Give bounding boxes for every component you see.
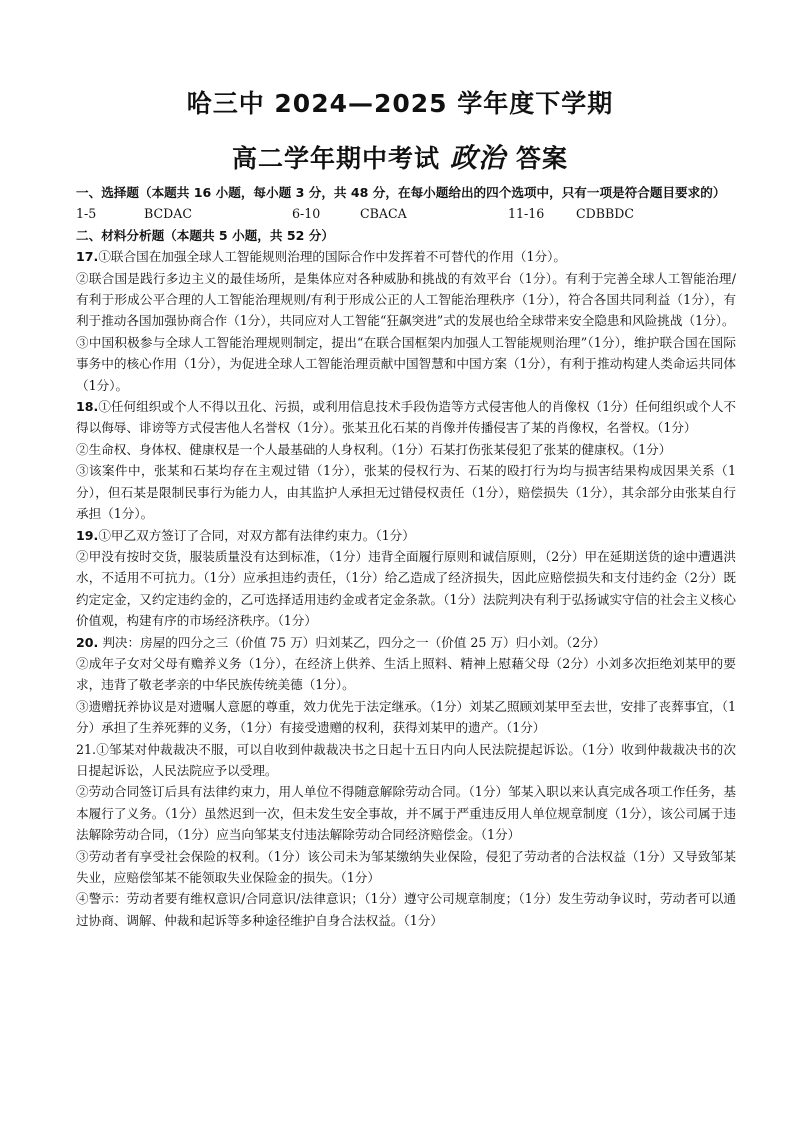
answer-range: 6-10 xyxy=(292,206,321,222)
answer-paragraph: ③劳动者有享受社会保险的权利。（1分）该公司未为邹某缴纳失业保险，侵犯了劳动者的合法权益（1分）又导致邹某失业，应赔偿邹某不能领取失业保险金的损失。（1分） xyxy=(76,848,736,885)
answer-paragraph: ④警示：劳动者要有维权意识/合同意识/法律意识；（1分）遵守公司规章制度；（1分）发生劳动争议时，劳动者可以通过协商、调解、仲裁和起诉等多种途径维护自身合法权益。（1分） xyxy=(76,891,736,928)
answer-label: 答案 xyxy=(516,144,569,173)
answer-paragraph: ③遗赠抚养协议是对遗嘱人意愿的尊重，效力优先于法定继承。（1分）刘某乙照顾刘某甲至去世，安排了丧葬事宜，（1分）承担了生养死葬的义务，（1分）有接受遗赠的权利，获得刘某甲的遗产。（1分） xyxy=(76,698,736,736)
question-number: 18. xyxy=(76,399,99,415)
page-title-line1: 哈三中 2024—2025 学年度下学期 xyxy=(186,89,614,118)
answer-paragraph: ②成年子女对父母有赡养义务（1分），在经济上供养、生活上照料、精神上慰藉父母（2分）小刘多次拒绝刘某甲的要求，违背了敬老孝亲的中华民族传统美德（1分）。 xyxy=(76,655,736,693)
page-title-line2 xyxy=(0,136,800,175)
answer-paragraph: 20. 判决：房屋的四分之三（价值 75 万）归刘某乙，四分之一（价值 25 万）归小刘。（2分） xyxy=(76,634,606,650)
answer-paragraph: ③该案件中，张某和石某均存在主观过错（1分），张某的侵权行为、石某的殴打行为均与损害结果构成因果关系（1分），但石某是限制民事行为能力人，由其监护人承担无过错侵权责任（1分），赔偿损失（1分），其余部分由张某自行承担（1分）。 xyxy=(76,463,736,522)
answer-content xyxy=(76,182,736,931)
choice-answers-row xyxy=(76,203,736,224)
question-number: 19. xyxy=(76,527,99,543)
answer-range: 1-5 xyxy=(76,206,97,222)
answer-paragraph: ②生命权、身体权、健康权是一个人最基础的人身权利。（1分）石某打伤张某侵犯了张某的健康权。（1分） xyxy=(76,441,672,457)
answer-key: CDBBDC xyxy=(576,206,634,222)
answer-paragraph: 21.①邹某对仲裁裁决不服，可以自收到仲裁裁决书之日起十五日内向人民法院提起诉讼。（1分）收到仲裁裁决书的次日提起诉讼，人民法院应予以受理。 xyxy=(76,741,736,778)
subject-name: 政治 xyxy=(450,143,506,174)
answer-key: CBACA xyxy=(360,206,407,222)
answer-paragraph: ③中国积极参与全球人工智能治理规则制定，提出“在联合国框架内加强人工智能规则治理”（1分），维护联合国在国际事务中的核心作用（1分），为促进全球人工智能治理贡献中国智慧和中国方案（1分），有利于推动构建人类命运共同体（1分）。 xyxy=(76,334,736,393)
answer-paragraph: ②劳动合同签订后具有法律约束力，用人单位不得随意解除劳动合同。（1分）邹某入职以来认真完成各项工作任务，基本履行了义务。（1分）虽然迟到一次，但未发生安全事故，并不属于严重违反用人单位规章制度（1分），该公司属于违法解除劳动合同，（1分）应当向邹某支付违法解除劳动合同经济赔偿金。（1分） xyxy=(76,784,736,843)
answer-paragraph: 19.①甲乙双方签订了合同，对双方都有法律约束力。（1分） xyxy=(76,527,415,543)
question-number: 20. xyxy=(76,634,99,650)
answer-paragraph: 18.①任何组织或个人不得以丑化、污损，或利用信息技术手段伪造等方式侵害他人的肖像权（1分）任何组织或个人不得以侮辱、诽谤等方式侵害他人名誉权（1分）。张某丑化石某的肖像并传播侵害了某的肖像权，名誉权。（1分） xyxy=(76,399,737,436)
answer-paragraph: ②联合国是践行多边主义的最佳场所，是集体应对各种威胁和挑战的有效平台（1分）。有利于完善全球人工智能治理/有利于形成公平合理的人工智能治理规则/有利于形成公正的人工智能治理秩序（1分），符合各国共同利益（1分），有利于推动各国加强协商合作（1分），共同应对人工智能“狂飙突进”式的发展也给全球带来安全隐患和风险挑战（1分）。 xyxy=(76,270,736,329)
answer-paragraph: ②甲没有按时交货，服装质量没有达到标准，（1分）违背全面履行原则和诚信原则，（2分）甲在延期送货的途中遭遇洪水，不适用不可抗力。（1分）应承担违约责任，（1分）给乙造成了经济损失，因此应赔偿损失和支付违约金（2分）既约定定金，又约定违约金的，乙可选择适用违约金或者定金条款。（1分）法院判决有利于弘扬诚实守信的社会主义核心价值观，构建有序的市场经济秩序。（1分） xyxy=(76,548,736,629)
section2-heading: 二、材料分析题（本题共 5 小题，共 52 分） xyxy=(76,227,334,243)
question-number: 17. xyxy=(76,249,99,265)
exam-name: 高二学年期中考试 xyxy=(231,144,440,173)
answer-range: 11-16 xyxy=(508,206,545,222)
answer-paragraph: 17.①联合国在加强全球人工智能规则治理的国际合作中发挥着不可替代的作用（1分）。 xyxy=(76,249,566,265)
answer-key: BCDAC xyxy=(144,206,192,222)
section1-heading: 一、选择题（本题共 16 小题，每小题 3 分，共 48 分，在每小题给出的四个选项中，只有一项是符合题目要求的） xyxy=(76,185,726,200)
question-number: 21. xyxy=(76,741,97,757)
